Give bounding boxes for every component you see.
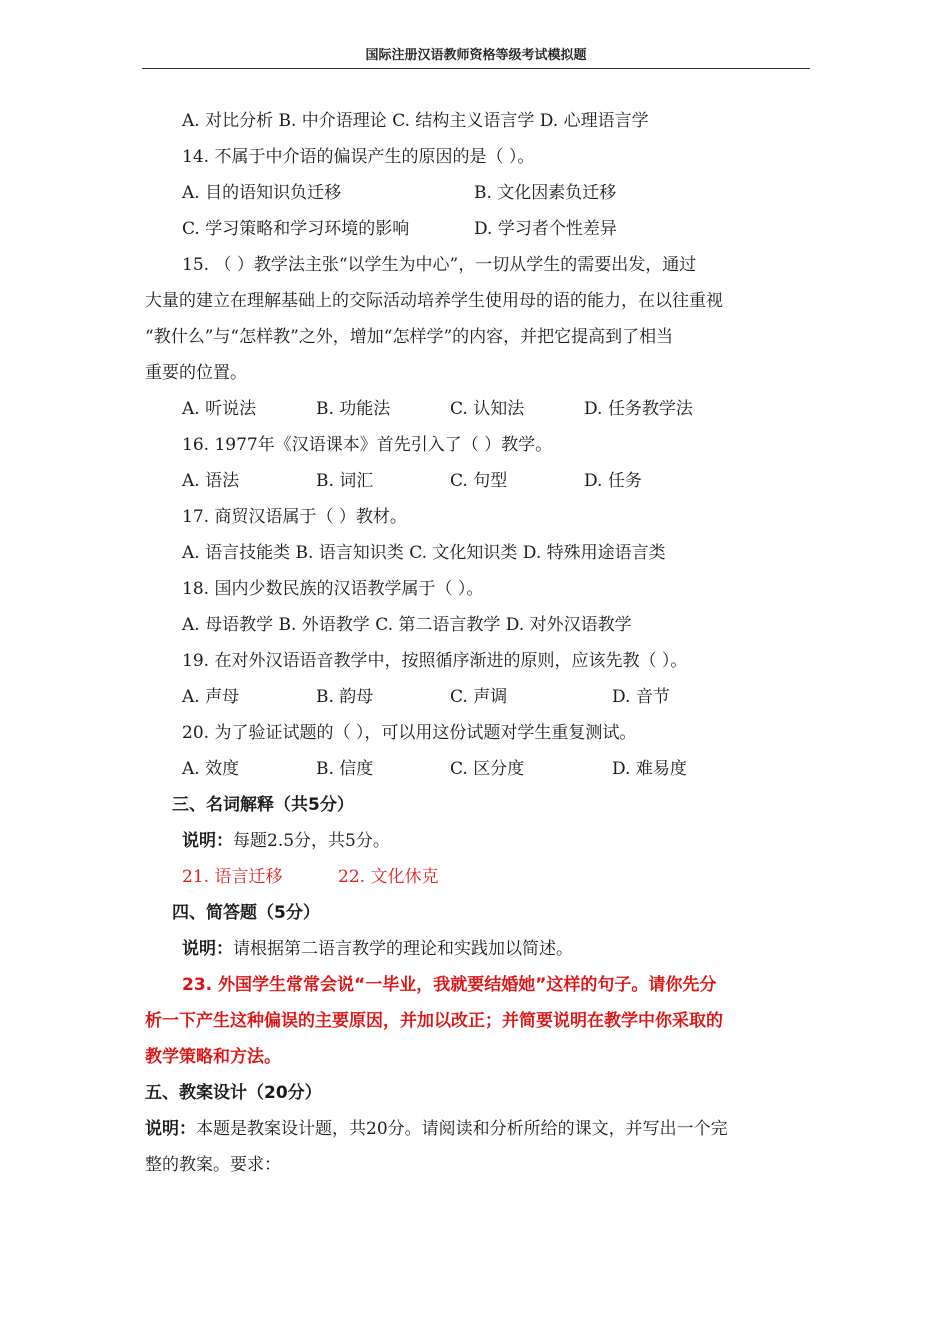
q14-stem: 14. 不属于中介语的偏误产生的原因的是（ ）。	[182, 147, 535, 167]
section-4-note	[182, 938, 573, 960]
q18-options: A. 母语教学 B. 外语教学 C. 第二语言教学 D. 对外汉语教学	[182, 615, 632, 635]
section-5-note-text: 本题是教案设计题，共20分。请阅读和分析所给的课文，并写出一个完	[196, 1119, 728, 1139]
q23-stem-line1: 23. 外国学生常常会说“一毕业，我就要结婚她”这样的句子。请你先分	[182, 975, 717, 995]
q23-stem-line2: 析一下产生这种偏误的主要原因，并加以改正；并简要说明在教学中你采取的	[145, 1011, 723, 1031]
q15-option-c: C. 认知法	[450, 399, 525, 419]
q16-option-c: C. 句型	[450, 471, 508, 491]
q14-option-a: A. 目的语知识负迁移	[182, 183, 342, 203]
q22-term: 22. 文化休克	[338, 867, 439, 887]
section-3-heading: 三、名词解释（共5分）	[172, 795, 354, 815]
q19-stem: 19. 在对外汉语语音教学中，按照循序渐进的原则，应该先教（ ）。	[182, 651, 688, 671]
section-3-note-text: 每题2.5分，共5分。	[233, 831, 390, 851]
q20-option-c: C. 区分度	[450, 759, 525, 779]
q14-option-d: D. 学习者个性差异	[474, 219, 617, 239]
q15-stem-line4: 重要的位置。	[145, 363, 247, 383]
q16-option-d: D. 任务	[584, 471, 642, 491]
q21-term: 21. 语言迁移	[182, 867, 283, 887]
q15-option-d: D. 任务教学法	[584, 399, 693, 419]
section-3-note-label: 说明：	[182, 831, 233, 851]
q15-option-a: A. 听说法	[182, 399, 257, 419]
section-3-note	[182, 830, 390, 852]
q19-option-c: C. 声调	[450, 687, 508, 707]
section-4-heading: 四、简答题（5分）	[172, 903, 320, 923]
q17-stem: 17. 商贸汉语属于（ ）教材。	[182, 507, 407, 527]
page-header-title: 国际注册汉语教师资格等级考试模拟题	[365, 48, 587, 63]
section-5-note-line1	[145, 1118, 728, 1140]
q15-stem-line3: “教什么”与“怎样教”之外，增加“怎样学”的内容，并把它提高到了相当	[145, 327, 674, 347]
section-5-note-label: 说明：	[145, 1119, 196, 1139]
q14-option-b: B. 文化因素负迁移	[474, 183, 617, 203]
q20-option-d: D. 难易度	[612, 759, 687, 779]
section-4-note-text: 请根据第二语言教学的理论和实践加以简述。	[233, 939, 573, 959]
q16-option-a: A. 语法	[182, 471, 240, 491]
q20-stem: 20. 为了验证试题的（ ），可以用这份试题对学生重复测试。	[182, 723, 637, 743]
section-4-note-label: 说明：	[182, 939, 233, 959]
q15-stem-line1: 15. （ ）教学法主张“以学生为中心”，一切从学生的需要出发，通过	[182, 255, 697, 275]
q20-option-a: A. 效度	[182, 759, 240, 779]
header-divider	[142, 68, 810, 69]
q18-stem: 18. 国内少数民族的汉语教学属于（ ）。	[182, 579, 484, 599]
q23-stem-line3: 教学策略和方法。	[145, 1047, 281, 1067]
q19-option-b: B. 韵母	[316, 687, 374, 707]
q15-stem-line2: 大量的建立在理解基础上的交际活动培养学生使用母的语的能力，在以往重视	[145, 291, 723, 311]
q13-options: A. 对比分析 B. 中介语理论 C. 结构主义语言学 D. 心理语言学	[182, 111, 649, 131]
q17-options: A. 语言技能类 B. 语言知识类 C. 文化知识类 D. 特殊用途语言类	[182, 543, 666, 563]
section-5-note-line2: 整的教案。要求：	[145, 1155, 281, 1175]
q14-option-c: C. 学习策略和学习环境的影响	[182, 219, 410, 239]
q15-option-b: B. 功能法	[316, 399, 391, 419]
q20-option-b: B. 信度	[316, 759, 374, 779]
q16-stem: 16. 1977年《汉语课本》首先引入了（ ）教学。	[182, 435, 553, 455]
q16-option-b: B. 词汇	[316, 471, 374, 491]
q19-option-d: D. 音节	[612, 687, 670, 707]
q19-option-a: A. 声母	[182, 687, 240, 707]
section-5-heading: 五、教案设计（20分）	[145, 1083, 322, 1103]
